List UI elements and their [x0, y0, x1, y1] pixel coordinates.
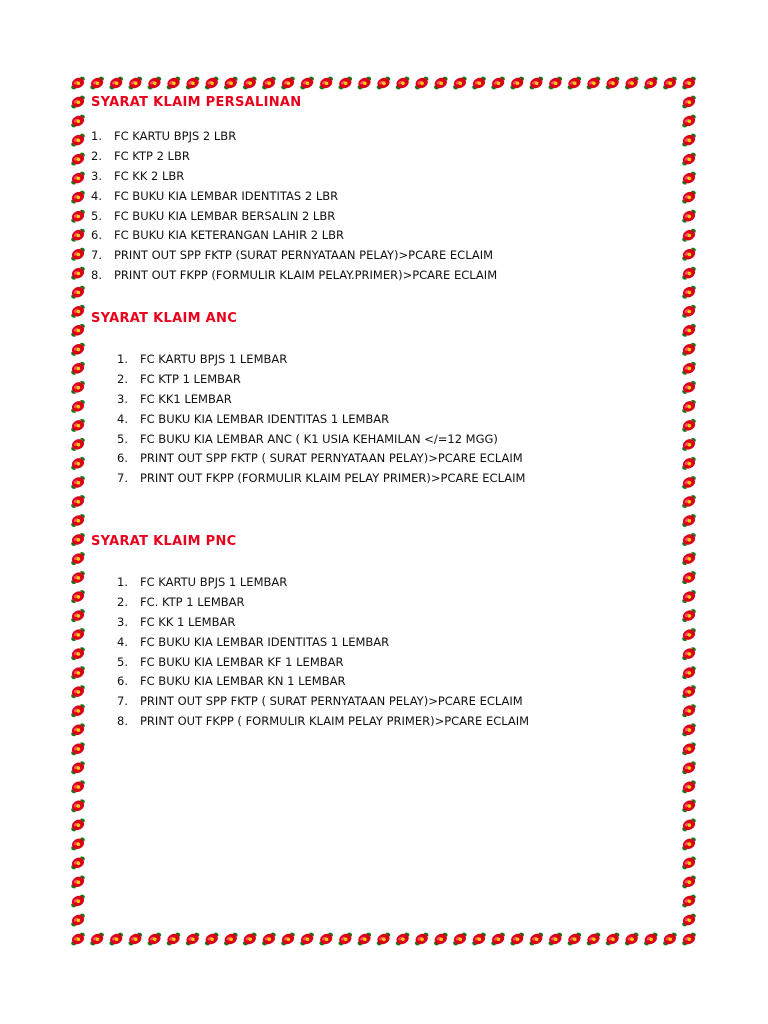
list-item [91, 187, 497, 207]
item-number: 5. [91, 208, 102, 223]
flower-ornament-icon [70, 799, 86, 813]
flower-ornament-icon [681, 475, 697, 489]
flower-ornament-icon [70, 856, 86, 870]
item-number: 6. [117, 674, 128, 689]
flower-ornament-icon [681, 342, 697, 356]
flower-ornament-icon [242, 932, 258, 946]
flower-ornament-icon [681, 723, 697, 737]
flower-ornament-icon [70, 114, 86, 128]
item-number: 2. [91, 148, 102, 163]
flower-ornament-icon [70, 513, 86, 527]
list-item [117, 712, 529, 732]
flower-ornament-icon [509, 76, 525, 90]
flower-ornament-icon [452, 932, 468, 946]
item-text: FC KK1 LEMBAR [140, 391, 232, 406]
flower-ornament-icon [185, 76, 201, 90]
item-number: 7. [91, 248, 102, 263]
list-item [91, 266, 497, 286]
item-number: 4. [91, 188, 102, 203]
flower-ornament-icon [681, 742, 697, 756]
flower-ornament-icon [567, 932, 583, 946]
item-number: 7. [117, 471, 128, 486]
flower-ornament-icon [70, 761, 86, 775]
flower-ornament-icon [681, 380, 697, 394]
flower-ornament-icon [681, 570, 697, 584]
flower-ornament-icon [586, 76, 602, 90]
item-number: 4. [117, 634, 128, 649]
flower-ornament-icon [70, 456, 86, 470]
flower-ornament-icon [70, 570, 86, 584]
flower-ornament-icon [127, 932, 143, 946]
flower-ornament-icon [414, 932, 430, 946]
item-text: PRINT OUT FKPP (FORMULIR KLAIM PELAY PRIMER)>PCARE ECLAIM [140, 471, 526, 486]
flower-ornament-icon [185, 932, 201, 946]
flower-ornament-icon [681, 399, 697, 413]
flower-ornament-icon [681, 761, 697, 775]
flower-ornament-icon [471, 76, 487, 90]
flower-ornament-icon [242, 76, 258, 90]
list-item [91, 246, 497, 266]
list-item [117, 390, 525, 410]
list-item [117, 350, 525, 370]
flower-ornament-icon [89, 76, 105, 90]
flower-ornament-icon [681, 647, 697, 661]
flower-ornament-icon [681, 551, 697, 565]
flower-ornament-icon [70, 627, 86, 641]
flower-ornament-icon [70, 266, 86, 280]
flower-ornament-icon [586, 932, 602, 946]
item-text: FC BUKU KIA LEMBAR BERSALIN 2 LBR [114, 208, 336, 223]
item-text: FC KARTU BPJS 1 LEMBAR [140, 575, 288, 589]
flower-ornament-icon [70, 913, 86, 927]
item-text: PRINT OUT FKPP (FORMULIR KLAIM PELAY.PRIMER)>PCARE ECLAIM [114, 268, 498, 283]
list-item [117, 593, 529, 613]
flower-ornament-icon [624, 76, 640, 90]
flower-ornament-icon [337, 76, 353, 90]
item-number: 6. [91, 228, 102, 243]
item-text: FC BUKU KIA LEMBAR IDENTITAS 1 LEMBAR [140, 634, 390, 649]
flower-ornament-icon [681, 894, 697, 908]
item-number: 2. [117, 594, 128, 609]
flower-ornament-icon [70, 551, 86, 565]
flower-ornament-icon [357, 76, 373, 90]
list-item [117, 469, 525, 489]
list-item [117, 370, 525, 390]
flower-ornament-icon [70, 418, 86, 432]
section-title-pnc: SYARAT KLAIM PNC [91, 534, 237, 549]
flower-ornament-icon [433, 932, 449, 946]
flower-ornament-icon [70, 666, 86, 680]
flower-ornament-icon [681, 247, 697, 261]
flower-ornament-icon [70, 342, 86, 356]
flower-ornament-icon [108, 932, 124, 946]
flower-ornament-icon [681, 190, 697, 204]
flower-ornament-icon [624, 932, 640, 946]
flower-ornament-icon [681, 494, 697, 508]
item-text: FC KTP 2 LBR [114, 148, 190, 163]
list-item [117, 410, 525, 430]
flower-ornament-icon [70, 875, 86, 889]
item-text: FC BUKU KIA LEMBAR IDENTITAS 1 LEMBAR [140, 411, 390, 426]
flower-ornament-icon [681, 285, 697, 299]
list-item [117, 633, 529, 653]
flower-ornament-icon [681, 818, 697, 832]
list-item [117, 653, 529, 673]
item-text: FC KARTU BPJS 1 LEMBAR [140, 352, 288, 366]
item-number: 1. [117, 575, 128, 589]
flower-ornament-icon [567, 76, 583, 90]
item-text: FC BUKU KIA LEMBAR KF 1 LEMBAR [140, 654, 344, 669]
flower-ornament-icon [681, 228, 697, 242]
flower-ornament-icon [261, 76, 277, 90]
flower-ornament-icon [681, 513, 697, 527]
flower-ornament-icon [89, 932, 105, 946]
flower-ornament-icon [70, 361, 86, 375]
flower-ornament-icon [70, 76, 86, 90]
flower-ornament-icon [681, 76, 697, 90]
flower-ornament-icon [204, 932, 220, 946]
flower-ornament-icon [280, 932, 296, 946]
list-item [117, 430, 525, 450]
flower-ornament-icon [280, 76, 296, 90]
requirements-list-persalinan [91, 127, 497, 286]
requirements-list-anc [117, 350, 525, 489]
flower-ornament-icon [70, 437, 86, 451]
flower-ornament-icon [681, 209, 697, 223]
flower-ornament-icon [376, 76, 392, 90]
flower-ornament-icon [681, 266, 697, 280]
item-text: PRINT OUT SPP FKTP ( SURAT PERNYATAAN PELAY)>PCARE ECLAIM [140, 694, 523, 709]
flower-ornament-icon [299, 76, 315, 90]
flower-ornament-icon [681, 532, 697, 546]
flower-ornament-icon [70, 742, 86, 756]
item-text: FC BUKU KIA LEMBAR IDENTITAS 2 LBR [114, 188, 339, 203]
list-item [117, 573, 529, 593]
list-item [91, 226, 497, 246]
item-number: 6. [117, 451, 128, 466]
flower-ornament-icon [395, 76, 411, 90]
flower-ornament-icon [223, 76, 239, 90]
item-text: PRINT OUT FKPP ( FORMULIR KLAIM PELAY PRIMER)>PCARE ECLAIM [140, 714, 530, 729]
item-number: 3. [117, 391, 128, 406]
item-text: FC. KTP 1 LEMBAR [140, 594, 245, 609]
flower-ornament-icon [70, 475, 86, 489]
flower-ornament-icon [662, 932, 678, 946]
item-number: 4. [117, 411, 128, 426]
flower-ornament-icon [70, 704, 86, 718]
item-text: FC KK 1 LEMBAR [140, 614, 236, 629]
flower-ornament-icon [681, 704, 697, 718]
item-number: 3. [117, 614, 128, 629]
list-item [91, 167, 497, 187]
flower-ornament-icon [547, 76, 563, 90]
flower-ornament-icon [681, 133, 697, 147]
requirements-list-pnc [117, 573, 529, 732]
flower-ornament-icon [147, 76, 163, 90]
flower-ornament-icon [681, 780, 697, 794]
flower-ornament-icon [681, 666, 697, 680]
flower-ornament-icon [681, 875, 697, 889]
flower-ornament-icon [70, 323, 86, 337]
item-text: PRINT OUT SPP FKTP (SURAT PERNYATAAN PELAY)>PCARE ECLAIM [114, 248, 494, 263]
flower-ornament-icon [337, 932, 353, 946]
item-number: 5. [117, 431, 128, 446]
item-text: FC KTP 1 LEMBAR [140, 371, 241, 386]
flower-ornament-icon [70, 209, 86, 223]
item-number: 1. [91, 129, 102, 143]
list-item [117, 672, 529, 692]
flower-ornament-icon [662, 76, 678, 90]
flower-ornament-icon [528, 932, 544, 946]
item-text: FC KK 2 LBR [114, 168, 185, 183]
flower-ornament-icon [681, 361, 697, 375]
flower-ornament-icon [70, 152, 86, 166]
flower-ornament-icon [70, 532, 86, 546]
flower-ornament-icon [681, 304, 697, 318]
flower-ornament-icon [681, 114, 697, 128]
flower-ornament-icon [681, 589, 697, 603]
flower-ornament-icon [605, 76, 621, 90]
section-title-persalinan: SYARAT KLAIM PERSALINAN [91, 95, 302, 110]
list-item [117, 449, 525, 469]
flower-ornament-icon [70, 685, 86, 699]
flower-ornament-icon [452, 76, 468, 90]
flower-ornament-icon [70, 247, 86, 261]
flower-ornament-icon [70, 304, 86, 318]
flower-ornament-icon [70, 380, 86, 394]
flower-ornament-icon [127, 76, 143, 90]
item-number: 3. [91, 168, 102, 183]
flower-ornament-icon [471, 932, 487, 946]
item-number: 7. [117, 694, 128, 709]
flower-ornament-icon [490, 932, 506, 946]
flower-ornament-icon [70, 608, 86, 622]
flower-ornament-icon [681, 152, 697, 166]
list-item [91, 207, 497, 227]
flower-ornament-icon [357, 932, 373, 946]
flower-ornament-icon [299, 932, 315, 946]
flower-ornament-icon [70, 95, 86, 109]
list-item [117, 613, 529, 633]
flower-ornament-icon [70, 133, 86, 147]
flower-ornament-icon [70, 171, 86, 185]
flower-ornament-icon [547, 932, 563, 946]
flower-ornament-icon [70, 837, 86, 851]
item-number: 2. [117, 371, 128, 386]
flower-ornament-icon [681, 95, 697, 109]
flower-ornament-icon [681, 837, 697, 851]
flower-ornament-icon [414, 76, 430, 90]
list-item [117, 692, 529, 712]
flower-ornament-icon [70, 494, 86, 508]
flower-ornament-icon [166, 932, 182, 946]
flower-ornament-icon [108, 76, 124, 90]
flower-ornament-icon [204, 76, 220, 90]
flower-ornament-icon [70, 399, 86, 413]
flower-ornament-icon [681, 418, 697, 432]
flower-ornament-icon [70, 647, 86, 661]
flower-ornament-icon [643, 932, 659, 946]
list-item [91, 127, 497, 147]
item-number: 8. [91, 268, 102, 283]
flower-ornament-icon [70, 780, 86, 794]
flower-ornament-icon [681, 627, 697, 641]
flower-ornament-icon [433, 76, 449, 90]
item-text: FC BUKU KIA KETERANGAN LAHIR 2 LBR [114, 228, 344, 243]
flower-ornament-icon [70, 932, 86, 946]
flower-ornament-icon [166, 76, 182, 90]
flower-ornament-icon [681, 608, 697, 622]
flower-ornament-icon [395, 932, 411, 946]
item-text: PRINT OUT SPP FKTP ( SURAT PERNYATAAN PELAY)>PCARE ECLAIM [140, 451, 523, 466]
flower-ornament-icon [681, 799, 697, 813]
flower-ornament-icon [223, 932, 239, 946]
flower-ornament-icon [681, 932, 697, 946]
flower-ornament-icon [681, 685, 697, 699]
flower-ornament-icon [70, 190, 86, 204]
flower-ornament-icon [70, 228, 86, 242]
flower-ornament-icon [318, 76, 334, 90]
flower-ornament-icon [605, 932, 621, 946]
item-number: 8. [117, 714, 128, 729]
flower-ornament-icon [681, 913, 697, 927]
flower-ornament-icon [147, 932, 163, 946]
item-number: 1. [117, 352, 128, 366]
flower-ornament-icon [681, 323, 697, 337]
flower-ornament-icon [70, 723, 86, 737]
flower-ornament-icon [681, 437, 697, 451]
flower-ornament-icon [318, 932, 334, 946]
section-title-anc: SYARAT KLAIM ANC [91, 311, 238, 326]
item-text: FC BUKU KIA LEMBAR ANC ( K1 USIA KEHAMILAN </=12 MGG) [140, 431, 498, 446]
flower-ornament-icon [70, 285, 86, 299]
flower-ornament-icon [681, 856, 697, 870]
item-text: FC KARTU BPJS 2 LBR [114, 129, 237, 143]
flower-ornament-icon [643, 76, 659, 90]
item-number: 5. [117, 654, 128, 669]
flower-ornament-icon [261, 932, 277, 946]
flower-ornament-icon [70, 818, 86, 832]
item-text: FC BUKU KIA LEMBAR KN 1 LEMBAR [140, 674, 346, 689]
flower-ornament-icon [681, 171, 697, 185]
list-item [91, 147, 497, 167]
flower-ornament-icon [681, 456, 697, 470]
flower-ornament-icon [70, 589, 86, 603]
flower-ornament-icon [509, 932, 525, 946]
flower-ornament-icon [376, 932, 392, 946]
flower-ornament-icon [528, 76, 544, 90]
flower-ornament-icon [70, 894, 86, 908]
flower-ornament-icon [490, 76, 506, 90]
